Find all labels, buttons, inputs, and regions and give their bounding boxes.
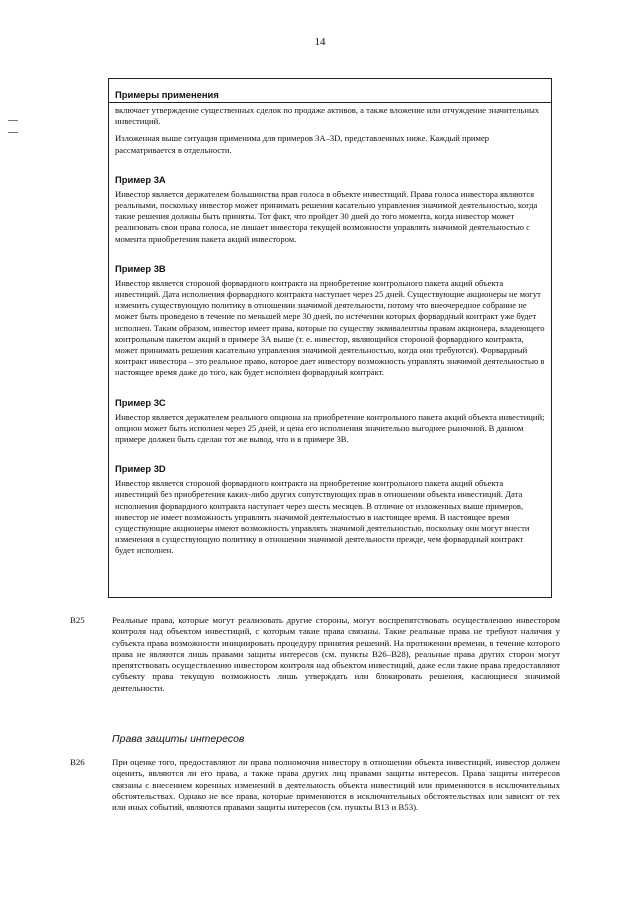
example-text: Инвестор является стороной форвардного контракта на приобретение контрольного пакета акций объекта инвестиций без приобретения каких-либо других сопутствующих прав в отношении объекта инвестиций. Дата исполнения форвардного контракта наступает через шесть месяцев. В отличие от изложенных выше примеров, инвестор не имеет возможность управлять значимой деятельностью в настоящее время. В настоящее время существующие акционеры имеют возможность управлять значимой деятельностью, поскольку они могут внести изменения в существующую политику в отношении значимой деятельности прежде, чем форвардный контракт будет исполнен. <box>115 478 530 556</box>
box-intro-text-2: Изложенная выше ситуация применима для примеров 3A–3D, представленных ниже. Каждый пример рассматривается в отдельности. <box>115 133 490 155</box>
page-number: 14 <box>314 36 326 48</box>
example-title: Пример 3С <box>115 396 166 408</box>
margin-mark <box>8 132 18 133</box>
box-header: Примеры применения <box>109 79 551 103</box>
paragraph-text: Реальные права, которые могут реализовать другие стороны, могут воспрепятствовать осуществлению инвестором контроля над объектом инвестиций, с которым такие права связаны. Такие реальные права не требуют наличия у субъекта права возможности инициировать процедуру принятия решений. На протяжении времени, в течение которого права не являются лишь правами защиты интересов (см. пункты B26–B28), реальные права других сторон могут препятствовать осуществлению инвестором контроля над объектом инвестиций, даже если такие права предоставляют субъекту права текущую возможность лишь утверждать или блокировать решения, касающиеся значимой деятельности. <box>112 615 560 693</box>
paragraph-b26 <box>70 757 560 813</box>
paragraph-b25 <box>70 615 560 694</box>
example-title: Пример 3D <box>115 463 166 475</box>
section-subheading: Права защиты интересов <box>112 733 245 745</box>
application-examples-box <box>108 78 552 598</box>
margin-mark <box>8 120 18 121</box>
example-title: Пример 3А <box>115 173 166 185</box>
example-3b <box>115 263 545 379</box>
example-text: Инвестор является держателем реального опциона на приобретение контрольного пакета акций объекта инвестиций; опцион может быть исполнен через 25 дней, и цена его исполнения значительно выгоднее рыночной. В данном примере должен быть сделан тот же вывод, что и в примере 3В. <box>115 411 545 445</box>
paragraph-number: B26 <box>70 757 85 767</box>
paragraph-number: B25 <box>70 615 85 625</box>
paragraph-text: При оценке того, предоставляют ли права полномочия инвестору в отношении объекта инвестиций, инвестор должен оценить, являются ли его права, а также права других лиц правами защиты интересов. Права защиты интересов связаны с внесением коренных изменений в деятельность объекта инвестиций или применяются в исключительных обстоятельствах. Однако не все права, которые применяются в исключительных обстоятельствах или зависят от тех или иных событий, являются правами защиты интересов (см. пункты B13 и B53). <box>112 757 560 813</box>
example-3a <box>115 174 545 245</box>
example-title: Пример 3В <box>115 262 166 274</box>
example-3c <box>115 397 545 446</box>
example-text: Инвестор является стороной форвардного контракта на приобретение контрольного пакета акций объекта инвестиций. Дата исполнения форвардного контракта наступает через 25 дней. Существующие акционеры не могут изменить существующую политику в отношении значимой деятельности, потому что внеочередное собрание не может быть проведено в течение по меньшей мере 30 дней, по истечении которых форвардный контракт уже будет исполнен. Таким образом, инвестор имеет права, которые по существу эквивалентны правам акционера, владеющего контрольным пакетом акций в примере 3А выше (т. е. инвестор, являющийся стороной форвардного контракта, может принимать решения касательно управления значимой деятельностью, когда они требуются). Форвардный контракт инвестора – это реальное право, которое дает инвестору возможность управлять значимой деятельностью в настоящее время даже до того, как будет исполнен форвардный контракт. <box>115 277 545 378</box>
box-intro-text: включает утверждение существенных сделок по продаже активов, а также вложение или отчуждение значительных инвестиций. <box>115 105 540 127</box>
example-text: Инвестор является держателем большинства прав голоса в объекте инвестиций. Права голоса инвестора являются реальными, поскольку инвестор может принимать решения касательно управления значимой деятельностью, когда такие решения должны быть приняты. Тот факт, что пройдет 30 дней до того момента, когда инвестор может реализовать свои права голоса, не лишает инвестора текущей возможности управлять значимой деятельностью с момента приобретения пакета акций инвестором. <box>115 188 538 244</box>
example-3d <box>115 463 545 556</box>
